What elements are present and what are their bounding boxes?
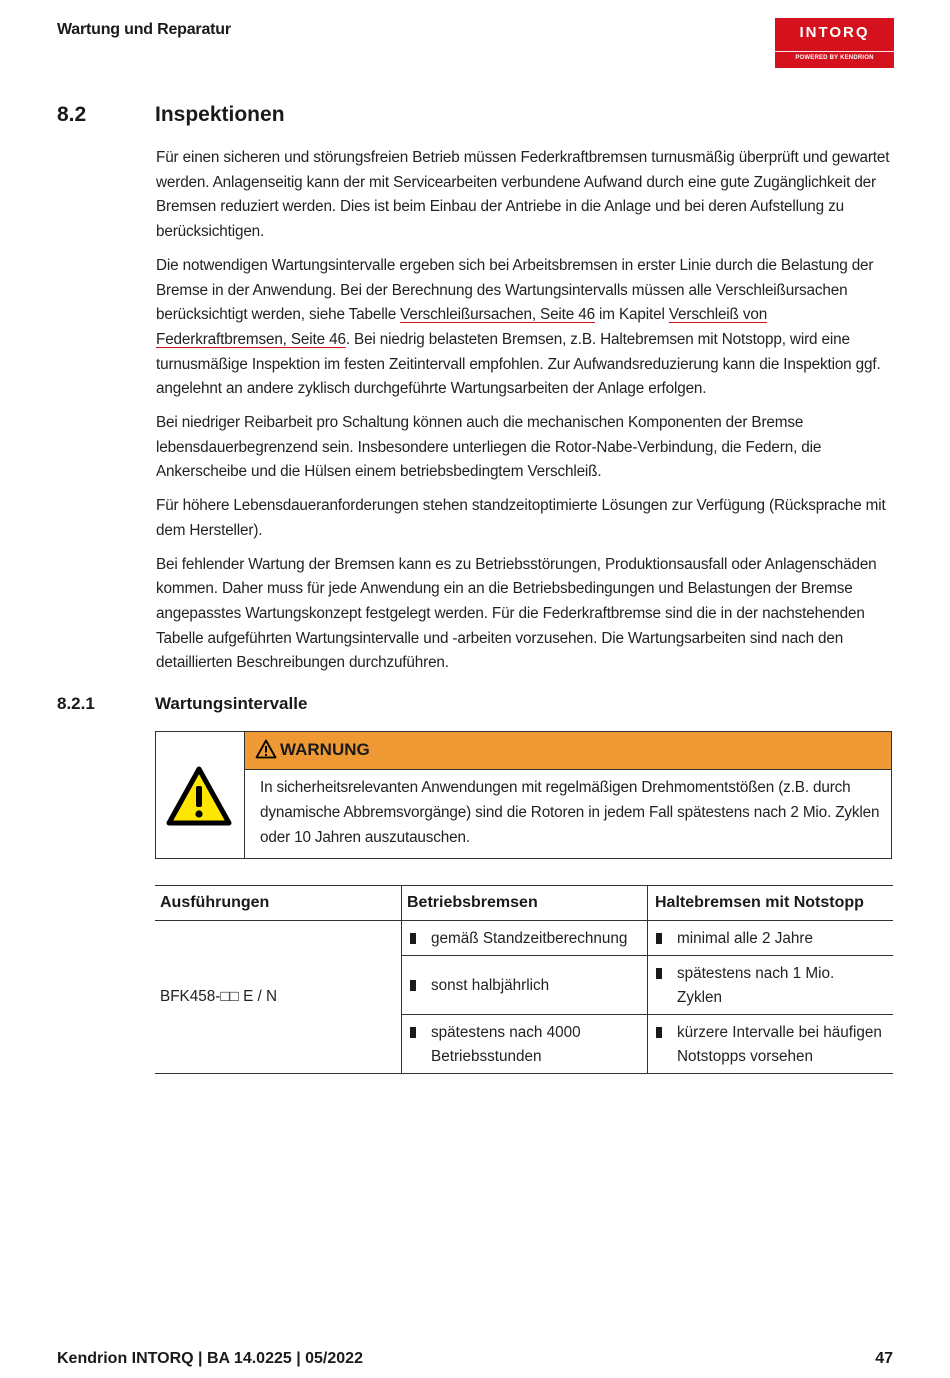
subsection-number: 8.2.1	[57, 694, 95, 713]
bullet-marker	[656, 933, 662, 944]
paragraph-text: Die notwendigen Wartungsintervalle ergeben sich bei Arbeitsbremsen in erster Linie durch die Belastung der Bremse in der Anwendung. Bei der Berechnung des Wartungsintervalls müssen alle Verschleißursachen berücksichtigt werden, siehe Tabelle	[156, 256, 874, 324]
bullet-marker	[656, 1027, 662, 1038]
table-header-cell: Ausführungen	[160, 894, 270, 911]
table-cell: kürzere Intervalle bei häufigen Notstopps vorsehen	[677, 1024, 882, 1065]
table-rule	[155, 885, 893, 886]
section-title: Inspektionen	[155, 103, 285, 126]
paragraph-text: im Kapitel	[594, 306, 669, 324]
small-warning-icon	[255, 739, 277, 759]
warning-triangle-icon	[166, 766, 232, 826]
intorq-logo	[775, 18, 894, 68]
table-cell: spätestens nach 4000 Betriebsstunden	[431, 1024, 581, 1065]
paragraph: Für einen sicheren und störungsfreien Betrieb müssen Federkraftbremsen turnusmäßig überprüft und gewartet werden. Anlagenseitig kann der mit Servicearbeiten verbundene Aufwand durch eine gute Zugänglichkeit der Bremsen reduziert werden. Dies ist beim Einbau der Antriebe in die Anlage und bei deren Aufstellung zu berücksichtigen.	[156, 149, 890, 241]
paragraph: Für höhere Lebensdaueranforderungen stehen standzeitoptimierte Lösungen zur Verfügung (Rücksprache mit dem Hersteller).	[156, 497, 886, 539]
table-rule	[155, 920, 893, 921]
subsection-title: Wartungsintervalle	[155, 694, 308, 713]
table-header-cell: Betriebsbremsen	[407, 894, 538, 911]
bullet-marker	[410, 1027, 416, 1038]
cross-reference-link[interactable]: Verschleißursachen, Seite 46	[400, 306, 595, 324]
table-model-cell: BFK458-□□ E / N	[160, 988, 278, 1005]
page-number: 47	[875, 1350, 893, 1367]
maintenance-table	[155, 885, 893, 1075]
paragraph-text: . Bei niedrig belasteten Bremsen, z.B. Haltebremsen mit Notstopp, wird eine turnusmäßige Inspektion im festen Zeitintervall empfohlen. Zur Aufwandsreduzierung kann die Inspektion ggf. angelehnt an andere zyklisch durchgeführte Wartungsarbeiten der Anlage erfolgen.	[156, 330, 881, 398]
bullet-marker	[656, 968, 662, 979]
logo-wordmark: INTORQ	[799, 24, 870, 41]
paragraph: Bei niedriger Reibarbeit pro Schaltung können auch die mechanischen Komponenten der Bremse lebensdauerbegrenzend sein. Insbesondere unterliegen die Rotor-Nabe-Verbindung, die Federn, die Ankerscheibe und die Hülsen einem betriebsbedingtem Verschleiß.	[156, 414, 822, 481]
table-cell: minimal alle 2 Jahre	[677, 930, 814, 947]
warning-label: WARNUNG	[280, 740, 370, 759]
section-body	[156, 146, 896, 685]
cross-reference-link[interactable]: Verschleiß von Federkraftbremsen, Seite 46	[156, 306, 768, 348]
paragraph	[156, 254, 896, 402]
logo-tagline: POWERED BY KENDRION	[795, 55, 874, 61]
table-cell: gemäß Standzeitberechnung	[431, 930, 628, 947]
table-header-cell: Haltebremsen mit Notstopp	[655, 894, 864, 911]
table-rule	[155, 1073, 893, 1074]
footer-document-id: Kendrion INTORQ | BA 14.0225 | 05/2022	[57, 1350, 363, 1367]
paragraph: Bei fehlender Wartung der Bremsen kann es zu Betriebsstörungen, Produktionsausfall oder Anlagenschäden kommen. Daher muss für jede Anwendung ein an die Betriebsbedingungen und Belastungen der Bremse angepasstes Wartungskonzept festgelegt werden. Für die Federkraftbremse sind die in der nachstehenden Tabelle aufgeführten Wartungsintervalle und -arbeiten vorzusehen. Die Wartungsarbeiten sind nach den detaillierten Beschreibungen durchzuführen.	[156, 555, 877, 672]
table-divider	[401, 885, 402, 1073]
warning-text: In sicherheitsrelevanten Anwendungen mit regelmäßigen Drehmomentstößen (z.B. durch dynamische Abbremsvorgänge) sind die Rotoren in jedem Fall spätestens nach 2 Mio. Zyklen oder 10 Jahren auszutauschen.	[260, 779, 880, 846]
running-header: Wartung und Reparatur	[57, 21, 231, 38]
bullet-marker	[410, 933, 416, 944]
logo-divider	[775, 51, 894, 52]
warning-icon-cell	[156, 732, 245, 858]
bullet-marker	[410, 980, 416, 991]
warning-header	[245, 732, 891, 770]
table-cell: sonst halbjährlich	[431, 977, 550, 994]
section-number: 8.2	[57, 103, 87, 126]
table-divider	[647, 885, 648, 1073]
table-cell: spätestens nach 1 Mio. Zyklen	[677, 965, 835, 1006]
warning-box	[155, 731, 892, 859]
